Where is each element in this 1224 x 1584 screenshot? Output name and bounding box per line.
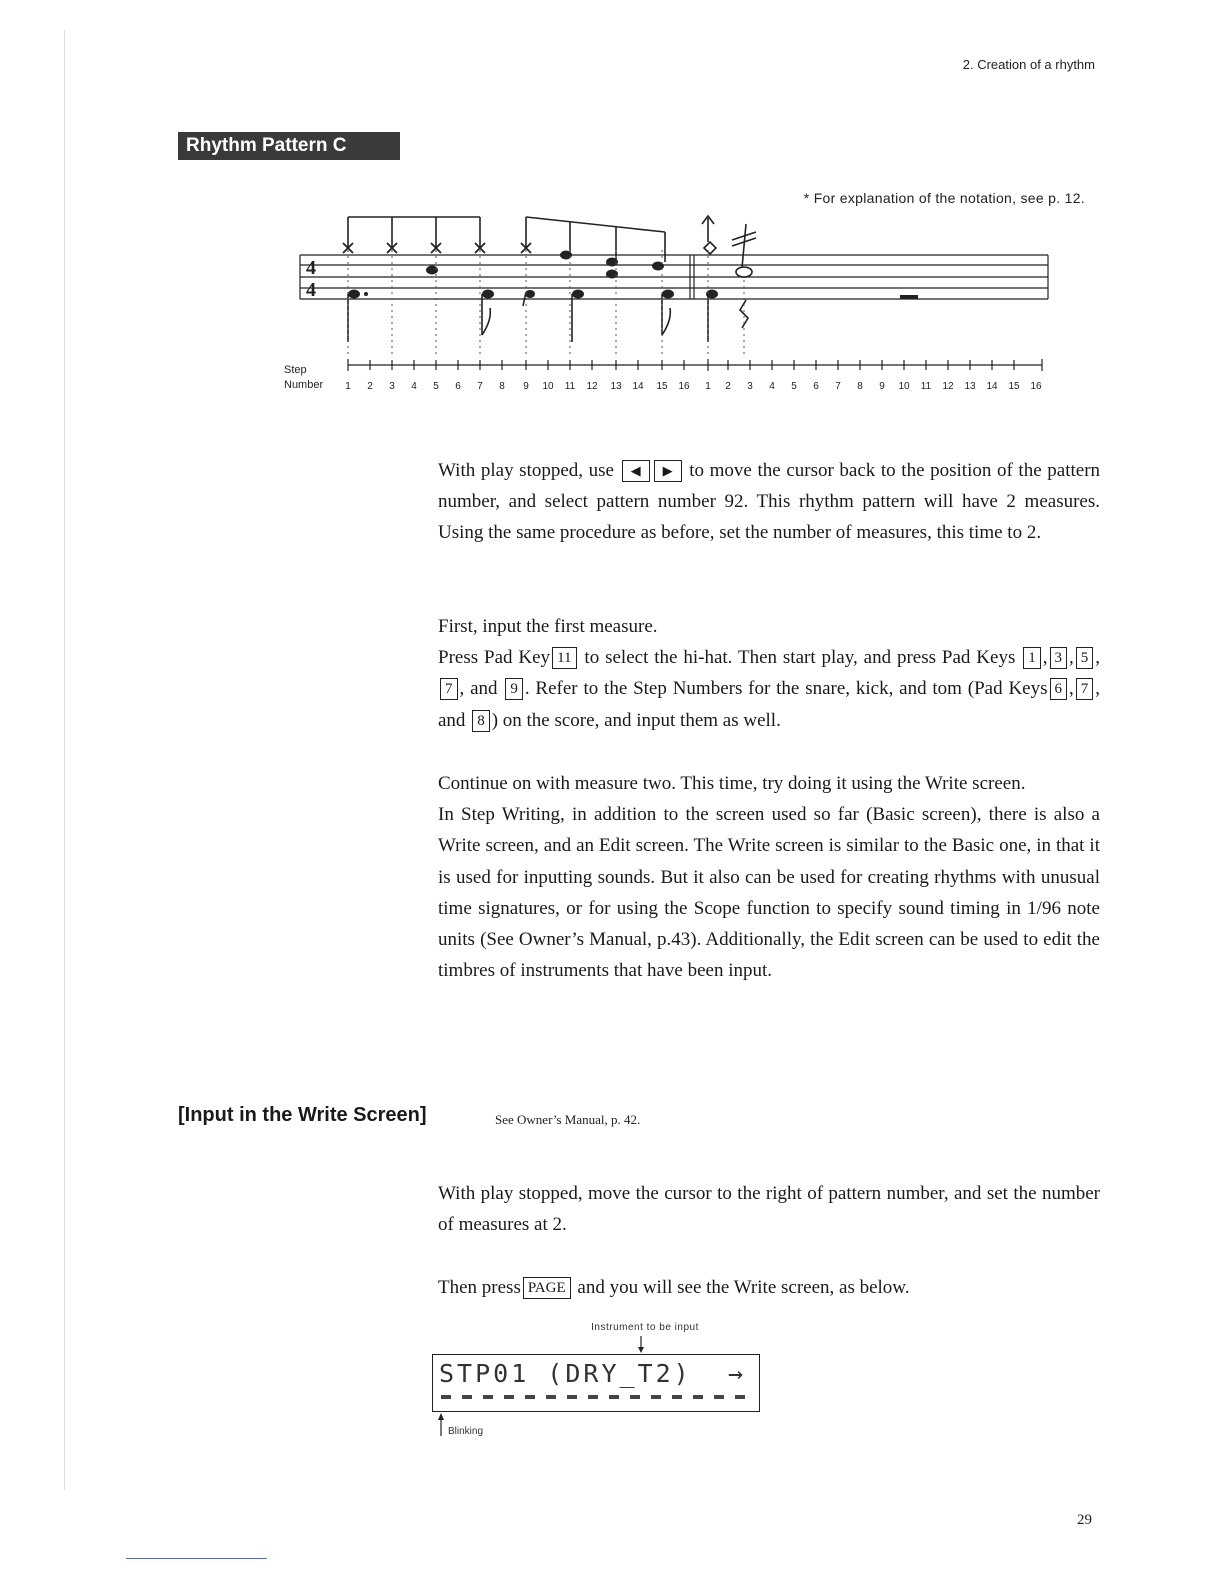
lcd-caption-instrument: Instrument to be input	[591, 1322, 699, 1333]
pad-key-8: 8	[472, 710, 490, 732]
lcd-text: STP01 (DRY_T2) →	[439, 1359, 746, 1388]
step-ruler	[348, 359, 1042, 371]
pad-key-5: 5	[1076, 647, 1094, 669]
subsection-title: [Input in the Write Screen]	[178, 1104, 427, 1126]
step-number-m1-5: 5	[433, 381, 439, 392]
step-number-m1-6: 6	[455, 381, 461, 392]
step-label: Step	[284, 364, 307, 376]
step-number-m1-10: 10	[542, 381, 554, 392]
measure2-notes	[702, 216, 756, 328]
lcd-caption-blinking: Blinking	[448, 1426, 484, 1437]
paragraph-pattern-select	[438, 455, 1100, 549]
drum-score	[280, 210, 1070, 410]
paragraph-write-setup	[438, 1178, 1100, 1240]
step-number-m1-15: 15	[656, 381, 668, 392]
time-signature-bottom: 4	[306, 279, 316, 301]
cursor-right-key: ▶	[654, 460, 682, 482]
up-arrow-icon	[436, 1412, 446, 1436]
step-number-m1-13: 13	[610, 381, 622, 392]
p5-text-before: Then press	[438, 1277, 521, 1298]
p5-text-after: and you will see the Write screen, as below.	[577, 1277, 910, 1298]
step-number-m1-14: 14	[632, 381, 644, 392]
paragraph-page-key	[438, 1272, 1100, 1303]
step-number-m2-11: 11	[920, 381, 932, 392]
number-label: Number	[284, 379, 324, 391]
step-number-m2-9: 9	[879, 381, 885, 392]
notation-note: * For explanation of the notation, see p. 12.	[803, 190, 1085, 206]
p1-text-after: to move the cursor back to the position of the pattern number, and select pattern number 92. This rhythm pattern will have 2 measures. Using the same procedure as before, set the number of measures, this time to 2.	[438, 460, 1101, 544]
step-number-m1-4: 4	[411, 381, 417, 392]
pad-key-3: 3	[1050, 647, 1068, 669]
pad-key-7: 7	[440, 678, 458, 700]
paragraph-measure-two	[438, 768, 1100, 986]
step-number-m2-2: 2	[725, 381, 731, 392]
staff-lines	[300, 255, 1048, 299]
paragraph-first-measure: First, input the first measure. Press Pad Key 11 to select the hi-hat. Then start play, and press Pad Keys 1 , 3 , 5 ,7 , and 9 . Refer to the Step Numbers for the snare, kick, and tom (Pad Keys 6 , 7 , and 8 ) on the score, and input them as well.	[438, 611, 1100, 736]
pad-key-1: 1	[1023, 647, 1041, 669]
pad-key-9: 9	[505, 678, 523, 700]
step-number-m1-11: 11	[564, 381, 576, 392]
note-heads	[348, 251, 918, 300]
step-numbers	[345, 381, 1042, 392]
p2-text-a: Press Pad Key	[438, 647, 551, 669]
subsection-reference: See Owner’s Manual, p. 42.	[495, 1112, 641, 1127]
p3-line2: In Step Writing, in addition to the screen used so far (Basic screen), there is also a Write screen, and an Edit screen. The Write screen is similar to the Basic one, in that it is used for inputting sounds. But it also can be used for creating rhythms with unusual time signatures, or for using the Scope function to specify sound timing in 1/96 note units (See Owner’s Manual, p.43). Additionally, the Edit screen can be used to edit the timbres of instruments that have been input.	[438, 804, 1100, 982]
lcd-dashes	[441, 1395, 753, 1399]
footer-line	[126, 1558, 267, 1559]
pad-key-11: 11	[552, 647, 576, 669]
step-number-m2-14: 14	[986, 381, 998, 392]
step-number-m1-9: 9	[523, 381, 529, 392]
p2-and-1: , and	[459, 678, 498, 700]
chapter-header: 2. Creation of a rhythm	[962, 57, 1095, 72]
step-number-m1-1: 1	[345, 381, 351, 392]
step-number-m1-3: 3	[389, 381, 395, 392]
step-number-m1-2: 2	[367, 381, 373, 392]
step-number-m2-16: 16	[1030, 381, 1042, 392]
step-number-m2-12: 12	[942, 381, 954, 392]
step-number-m2-10: 10	[898, 381, 910, 392]
step-number-m2-7: 7	[835, 381, 841, 392]
section-title: Rhythm Pattern C	[178, 132, 400, 160]
step-number-m2-3: 3	[747, 381, 753, 392]
step-number-m2-1: 1	[705, 381, 711, 392]
step-number-m2-6: 6	[813, 381, 819, 392]
cursor-left-key: ◀	[622, 460, 650, 482]
p1-text-before: With play stopped, use	[438, 460, 614, 481]
pad-key-6: 6	[1050, 678, 1068, 700]
step-number-m2-4: 4	[769, 381, 775, 392]
lcd-display	[432, 1354, 760, 1412]
step-number-m1-12: 12	[586, 381, 598, 392]
step-number-m2-15: 15	[1008, 381, 1020, 392]
p3-line1: Continue on with measure two. This time, try doing it using the Write screen.	[438, 773, 1026, 794]
time-signature-top: 4	[306, 257, 316, 279]
p2-and-2: , and	[438, 678, 1100, 731]
step-number-m1-16: 16	[678, 381, 690, 392]
hihat-x-notes	[343, 243, 531, 253]
p2-text-c: . Refer to the Step Numbers for the snare, kick, and tom (Pad Keys	[524, 678, 1048, 700]
margin-line	[64, 30, 65, 1490]
step-number-m2-8: 8	[857, 381, 863, 392]
step-number-m1-7: 7	[477, 381, 483, 392]
page-number: 29	[1077, 1512, 1092, 1528]
p4-text: With play stopped, move the cursor to the right of pattern number, and set the number of measures at 2.	[438, 1183, 1100, 1236]
pad-key-7b: 7	[1076, 678, 1094, 700]
p2-text-b: to select the hi-hat. Then start play, and press Pad Keys	[584, 647, 1016, 669]
step-number-m2-13: 13	[964, 381, 976, 392]
p2-intro: First, input the first measure.	[438, 616, 658, 637]
step-guides	[348, 250, 744, 355]
down-arrow-icon	[636, 1336, 646, 1354]
step-number-m1-8: 8	[499, 381, 505, 392]
page-key: PAGE	[523, 1277, 571, 1299]
step-number-m2-5: 5	[791, 381, 797, 392]
p2-text-d: ) on the score, and input them as well.	[491, 709, 781, 731]
